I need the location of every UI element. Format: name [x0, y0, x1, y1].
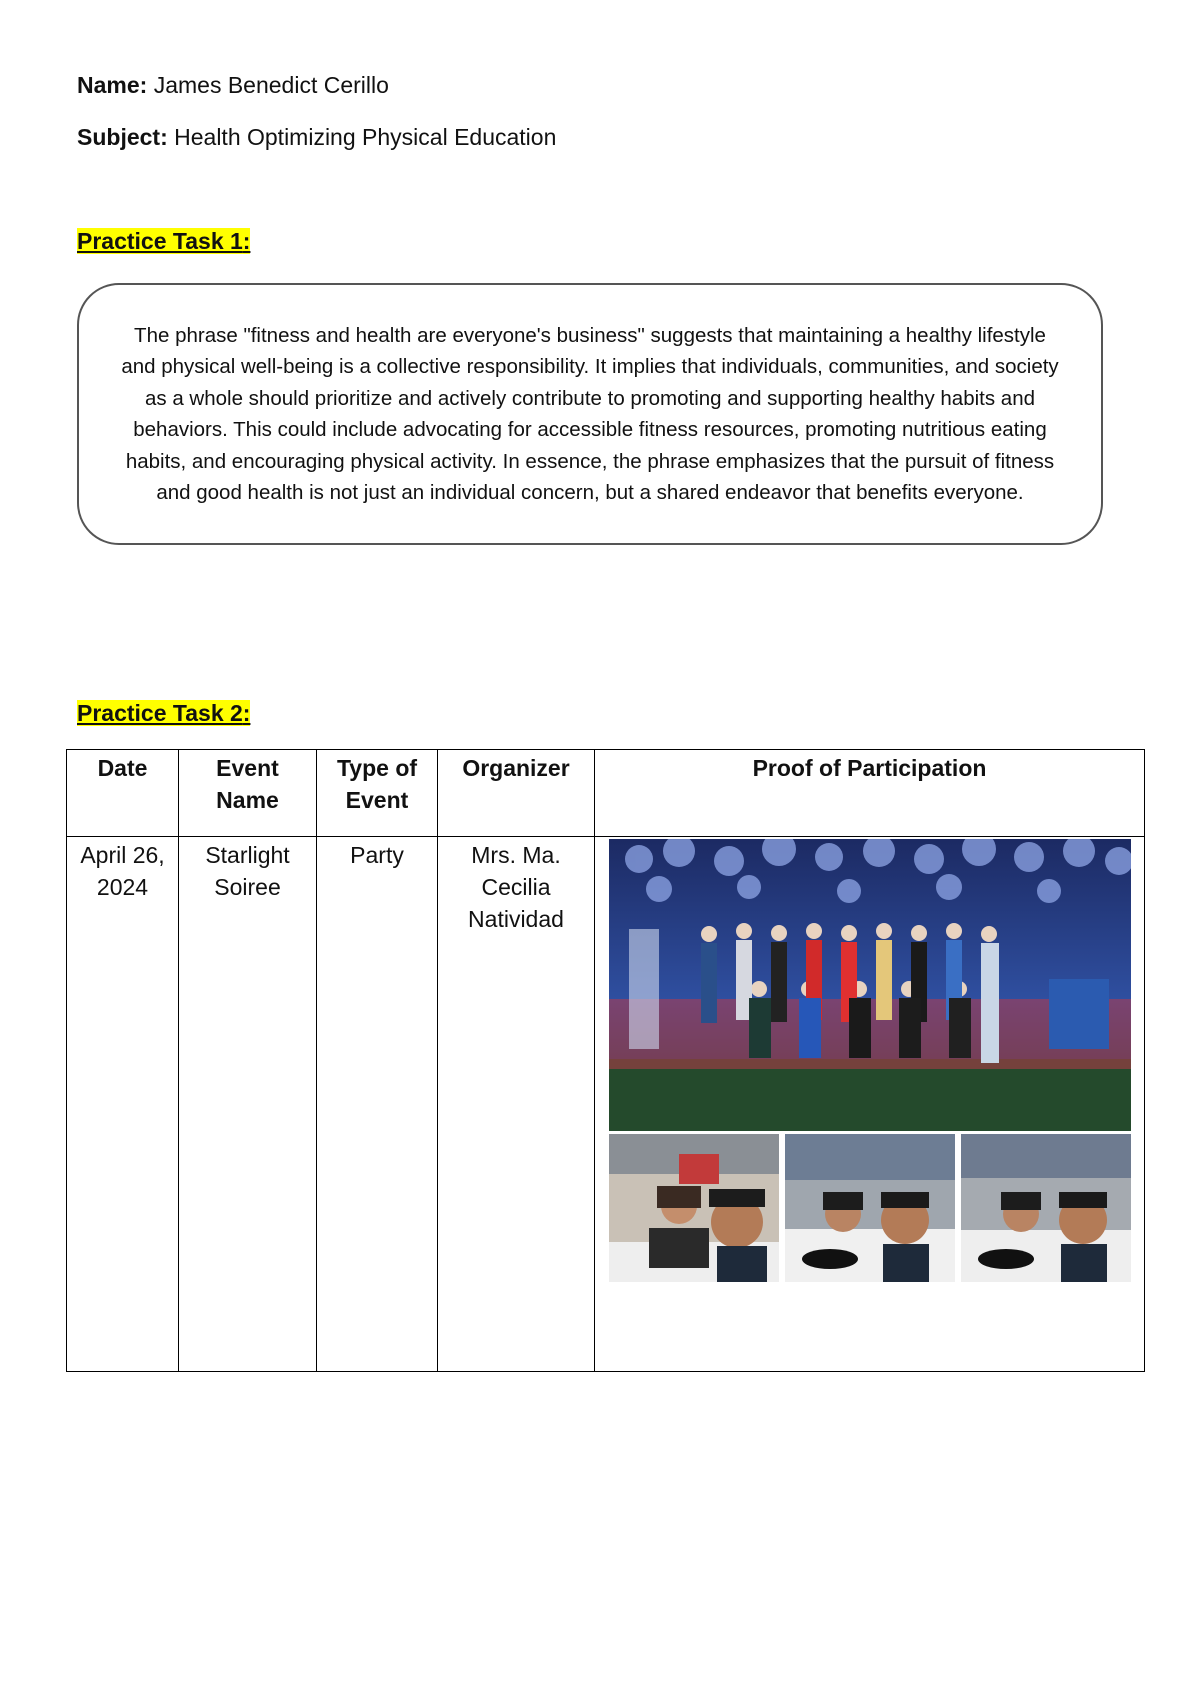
subject-value: Health Optimizing Physical Education — [167, 124, 557, 150]
column-header-proof: Proof of Participation — [595, 750, 1145, 837]
selfie-photo-2 — [785, 1134, 955, 1282]
cell-organizer: Mrs. Ma. Cecilia Natividad — [438, 837, 595, 1372]
column-header-event-name: Event Name — [179, 750, 317, 837]
practice-task-1-title — [77, 228, 250, 255]
subject-label: Subject: — [77, 124, 168, 150]
selfie-photo-1 — [609, 1134, 779, 1282]
cell-proof — [595, 837, 1145, 1372]
selfie-photos — [609, 1134, 1131, 1282]
cell-type: Party — [317, 837, 438, 1372]
task-1-answer-text: The phrase "fitness and health are everyone's business" suggests that maintaining a healthy lifestyle and physical well-being is a collective responsibility. It implies that individuals, communities, and society as a whole should prioritize and actively contribute to promoting and supporting healthy habits and behaviors. This could include advocating for accessible fitness resources, promoting nutritious eating habits, and encouraging physical activity. In essence, the phrase emphasizes that the pursuit of fitness and good health is not just an individual concern, but a shared endeavor that benefits everyone. — [121, 323, 1059, 504]
cell-event-name: Starlight Soiree — [179, 837, 317, 1372]
task-2-title-text: Practice Task 2 — [77, 700, 243, 726]
name-label: Name: — [77, 72, 148, 98]
task-1-colon: : — [242, 228, 251, 254]
name-line — [77, 72, 389, 99]
task-2-colon: : — [242, 700, 251, 726]
subject-line — [77, 124, 556, 151]
column-header-type: Type of Event — [317, 750, 438, 837]
table-row — [67, 837, 1145, 1372]
column-header-organizer: Organizer — [438, 750, 595, 837]
group-photo — [609, 839, 1131, 1131]
task-1-answer-box — [77, 283, 1103, 545]
task-1-title-text: Practice Task 1 — [77, 228, 243, 254]
practice-task-2-title — [77, 700, 250, 727]
cell-date: April 26, 2024 — [67, 837, 179, 1372]
column-header-date: Date — [67, 750, 179, 837]
selfie-photo-3 — [961, 1134, 1131, 1282]
name-value: James Benedict Cerillo — [147, 72, 389, 98]
table-header-row — [67, 750, 1145, 837]
events-table — [66, 749, 1145, 1372]
